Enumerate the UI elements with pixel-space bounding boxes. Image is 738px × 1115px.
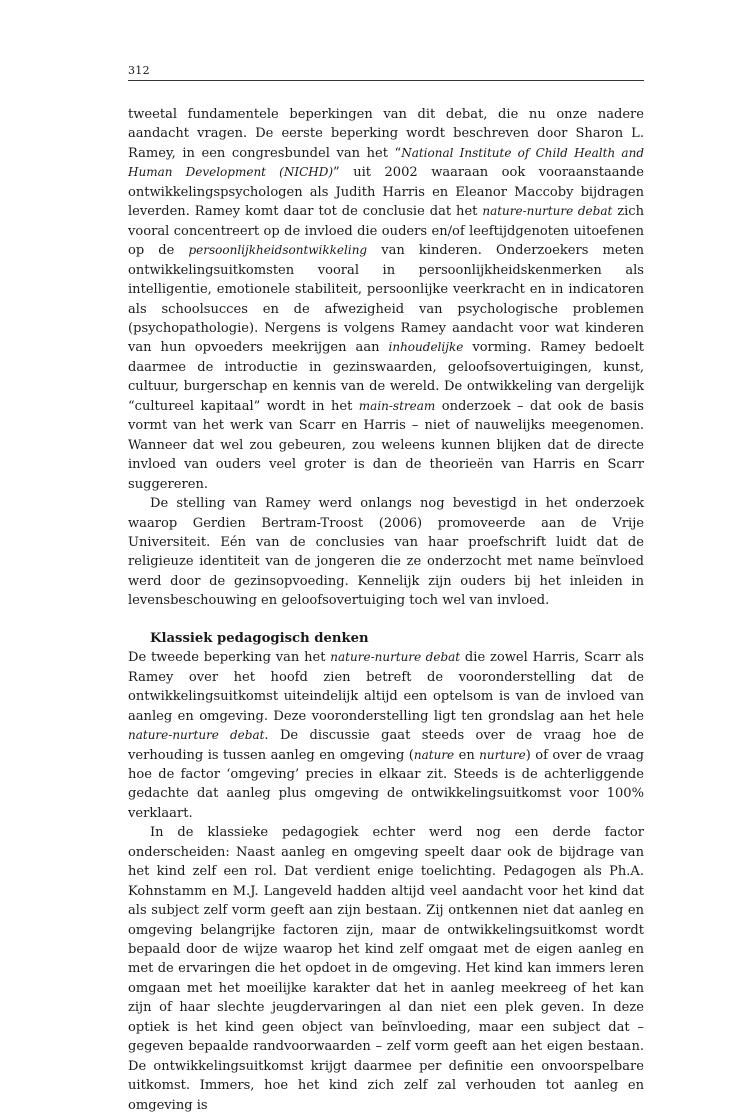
header-rule <box>128 80 644 81</box>
body-text <box>128 105 644 1115</box>
italic-term: nature-nurture debat <box>128 728 265 743</box>
paragraph-ramey-limitation: tweetal fundamentele beperkingen van dit debat, die nu onze nadere aandacht vragen. De eerste beperking wordt beschreven door Sharon L. Ramey, in een congresbundel van het “National Institute of Child Health and Human Development (NICHD)” uit 2002 waaraan ook vooraanstaande ontwikkelingspsychologen als Judith Harris en Eleanor Maccoby bijdragen leverden. Ramey komt daar tot de conclusie dat het nature-nurture debat zich vooral concentreert op de invloed die ouders en/of leeftijdgenoten uitoefenen op de persoonlijkheidsontwikkeling van kinderen. Onderzoekers meten ontwikkelingsuitkomsten vooral in persoonlijkheidskenmerken als intelligentie, emotionele stabiliteit, persoonlijke veerkracht en in indicatoren als schoolsucces en de afwezigheid van psychologische problemen (psychopathologie). Nergens is volgens Ramey aandacht voor wat kinderen van hun opvoeders meekrijgen aan inhoudelijke vorming. Ramey bedoelt daarmee de introductie in gezinswaarden, geloofsovertuigingen, kunst, cultuur, burgerschap en kennis van de wereld. De ontwikkeling van dergelijk “cultureel kapitaal” wordt in het main-stream onderzoek – dat ook de basis vormt van het werk van Scarr en Harris – niet of nauwelijks meegenomen. Wanneer dat wel zou gebeuren, zou weleens kunnen blijken dat de directe invloed van ouders veel groter is dan de theorieën van Harris en Scarr suggereren. <box>128 107 645 492</box>
section-heading: Klassiek pedagogisch denken <box>150 630 369 646</box>
italic-term: main-stream <box>358 398 436 413</box>
italic-term: nature <box>413 747 455 762</box>
page-number: 312 <box>128 64 150 77</box>
paragraph-second-limitation: De tweede beperking van het nature-nurture debat die zowel Harris, Scarr als Ramey over het hoofd zien betreft de vooronderstelling dat de ontwikkelingsuitkomst uiteindelijk altijd een optelsom is van de invloed van aanleg en omgeving. Deze vooronderstelling ligt ten grondslag aan het hele nature-nurture debat. De discussie gaat steeds over de vraag hoe de verhouding is tussen aanleg en omgeving (nature en nurture) of over de vraag hoe de factor ‘omgeving’ precies in elkaar zit. Steeds is de achterliggende gedachte dat aanleg plus omgeving de ontwikkelingsuitkomst voor 100% verklaart. <box>128 650 645 821</box>
italic-term: inhoudelijke <box>388 340 464 355</box>
italic-term: nature-nurture debat <box>330 650 461 665</box>
paragraph-bertram-troost: De stelling van Ramey werd onlangs nog bevestigd in het onderzoek waarop Gerdien Bertram-Troost (2006) promoveerde aan de Vrije Universiteit. Eén van de conclusies van haar proefschrift luidt dat de religieuze identiteit van de jongeren die ze onderzocht met name beïnvloed werd door de gezinsopvoeding. Kennelijk zijn ouders bij het inleiden in levensbeschouwing en geloofsovertuiging toch wel van invloed. <box>128 496 644 609</box>
paragraph-classical-pedagogy: In de klassieke pedagogiek echter werd nog een derde factor onderscheiden: Naast aanleg en omgeving speelt daar ook de bijdrage van het kind zelf een rol. Dat verdient enige toelichting. Pedagogen als Ph.A. Kohnstamm en M.J. Langeveld hadden altijd veel aandacht voor het kind dat als subject zelf vorm geeft aan zijn bestaan. Zij ontkennen niet dat aanleg en omgeving belangrijke factoren zijn, maar de ontwikkelingsuitkomst wordt bepaald door de wijze waarop het kind zelf omgaat met de eigen aanleg en met de ervaringen die het opdoet in de omgeving. Het kind kan immers leren omgaan met het moeilijke karakter dat het in aanleg meekreeg of het kan zijn of haar slechte jeugdervaringen al dan niet een plek geven. In deze optiek is het kind geen object van beïnvloeding, maar een subject dat – gegeven bepaalde randvoorwaarden – zelf vorm geeft aan het eigen bestaan. De ontwikkelingsuitkomst krijgt daarmee per definitie een onvoorspelbare uitkomst. Immers, hoe het kind zich zelf zal verhouden tot aanleg en omgeving is <box>128 825 644 1113</box>
italic-term: National Institute of Child Health and Human Development (NICHD) <box>128 145 644 180</box>
italic-term: nurture <box>479 747 526 762</box>
italic-term: persoonlijkheidsontwikkeling <box>188 243 368 258</box>
document-page <box>128 64 644 1115</box>
italic-term: nature-nurture debat <box>482 204 613 219</box>
